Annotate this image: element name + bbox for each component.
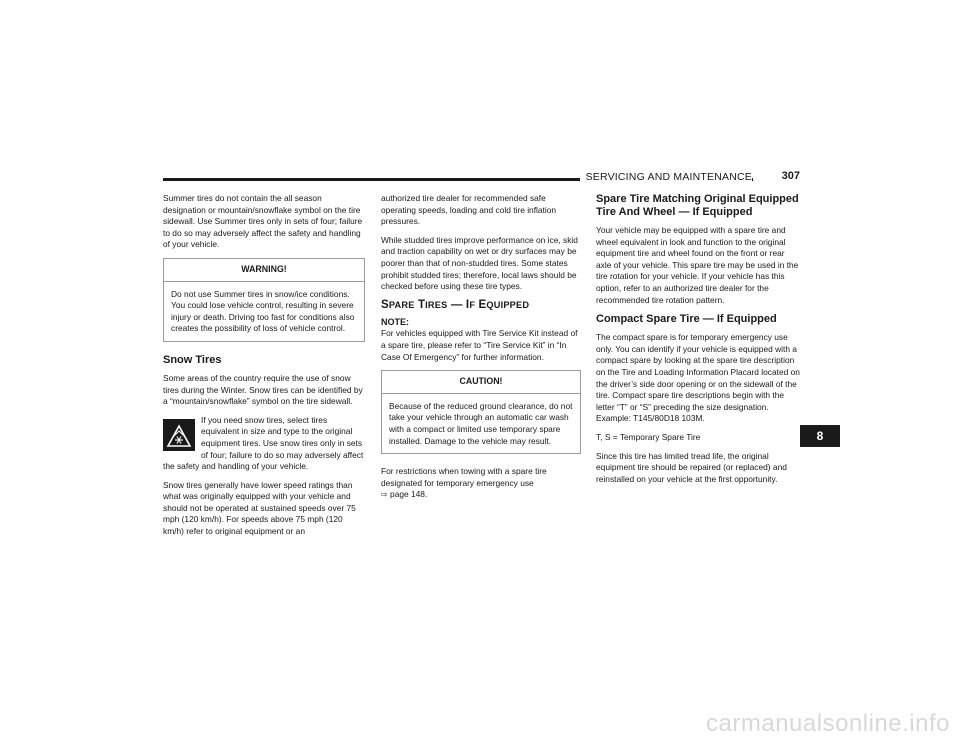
warning-title: WARNING! [164, 259, 364, 282]
heading-part: E [478, 298, 487, 311]
caution-body: Because of the reduced ground clearance, do not take your vehicle through an automatic car wash with a compact or limited use temporary spare installed. Damage to the vehicle may result. [389, 400, 573, 446]
heading-part: — [447, 298, 466, 311]
heading-part: PARE [388, 299, 415, 310]
section-title: SERVICING AND MAINTENANCE [580, 171, 752, 183]
warning-box [163, 258, 365, 342]
snow-tires-paragraph-2 [163, 415, 365, 473]
snow-tires-heading: Snow Tires [163, 353, 222, 366]
page-number: 307 [781, 170, 800, 182]
snow-tires-paragraph-3: Snow tires generally have lower speed ratings than what was originally equipped with your vehicle and should not be operated at sustained speeds over 75 mph (120 km/h). For speeds above 75 mph (120 km/h) refer to original equipment or an [163, 479, 356, 537]
warning-body: Do not use Summer tires in snow/ice conditions. You could lose vehicle control, resulting in severe injury or death. Driving too fast for conditions also creates the possibility of loss of vehicle control. [171, 288, 355, 334]
heading-part: QUIPPED [486, 299, 530, 310]
chapter-tab: 8 [800, 425, 840, 447]
studded-tires-paragraph: While studded tires improve performance on ice, skid and traction capability on wet or dry surfaces may be poorer than that of non-studded tires. Some states prohibit studded tires; therefore, local laws should be checked before using these tire types. [381, 234, 578, 292]
snow-tires-paragraph-2-text: If you need snow tires, select tires equivalent in size and type to the original equipment tires. Use snow tires only in sets of four; failure to do so may adversely affect the safety and handling of your vehicle. [163, 414, 364, 472]
snow-tires-paragraph-1: Some areas of the country require the use of snow tires during the Winter. Snow tires can be identified by a “mountain/snowflake” symbol on the tire sidewall. [163, 372, 363, 407]
note-label: NOTE: [381, 317, 409, 328]
heading-part: IRES [425, 299, 448, 310]
page-ref-link[interactable]: page 148. [390, 489, 428, 500]
column-2 [381, 193, 581, 508]
mountain-snowflake-icon [163, 419, 195, 451]
summer-tires-paragraph: Summer tires do not contain the all season designation or mountain/snowflake symbol on the tire sidewall. Use Summer tires only in sets of four; failure to do so may adversely affect the safety and handling of your vehicle. [163, 193, 363, 250]
matching-spare-heading: Spare Tire Matching Original Equipped Tire And Wheel — If Equipped [596, 193, 799, 218]
matching-spare-paragraph: Your vehicle may be equipped with a spare tire and wheel equivalent in look and function to the original equipment tire and wheel found on the front or rear axle of your vehicle. This spare tire may be used in the tire rotation for your vehicle. If your vehicle has this option, refer to an authorized tire dealer for the recommended tire rotation pattern. [596, 225, 799, 305]
note-body: For vehicles equipped with Tire Service Kit instead of a spare tire, please refer to “Tire Service Kit” in “In Case Of Emergency” for further information. [381, 328, 578, 362]
towing-text: For restrictions when towing with a spare tire designated for temporary emergency use [381, 466, 547, 488]
caution-title: CAUTION! [382, 371, 580, 394]
page-ref-arrow-icon: ⇨ [381, 490, 388, 500]
heading-part: T [417, 298, 426, 311]
heading-part: F [469, 299, 476, 310]
watermark: carmanualsonline.info [706, 710, 950, 737]
compact-spare-heading: Compact Spare Tire — If Equipped [596, 313, 777, 326]
tread-life-paragraph: Since this tire has limited tread life, the original equipment tire should be repaired (or replaced) and reinstalled on your vehicle at the first opportunity. [596, 450, 787, 484]
caution-box [381, 370, 581, 454]
temporary-spare-definition: T, S = Temporary Spare Tire [596, 431, 701, 442]
column-1 [163, 193, 365, 545]
towing-paragraph [381, 466, 581, 501]
column-3 [596, 193, 800, 492]
heading-part: I [465, 298, 470, 311]
page-header [163, 171, 800, 187]
spare-tires-heading [381, 300, 581, 312]
heading-part: S [381, 298, 389, 311]
compact-spare-paragraph: The compact spare is for temporary emergency use only. You can identify if your vehicle is equipped with a compact spare by looking at the spare tire description on the Tire and Loading Information Placard located on the driver’s side door opening or on the sidewall of the tire. Compact spare tire descriptions begin with the letter “T” or “S” preceding the size designation. Example: T145/80D18 103M. [596, 332, 800, 424]
dealer-paragraph: authorized tire dealer for recommended safe operating speeds, loading and cold tire inflation pressures. [381, 193, 557, 227]
